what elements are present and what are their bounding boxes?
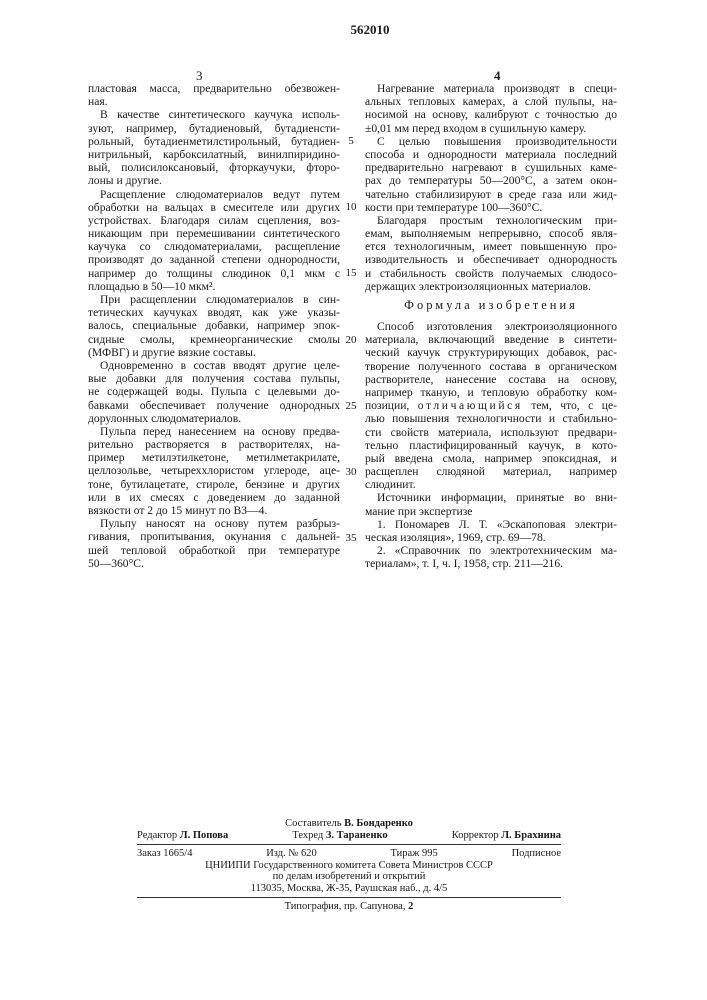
line-number: 15	[343, 267, 359, 279]
text-line: держащих электроизоляционных материалов.	[365, 280, 617, 293]
text-line: и стабильность свойств получаемых слюдосо-	[365, 267, 617, 280]
printing-number: 2	[408, 901, 413, 912]
paragraph	[365, 135, 617, 214]
paragraph	[88, 108, 340, 187]
text-line: изводительность и обеспечивает однородность	[365, 253, 617, 266]
text-line: гивания, пропитывания, окунания с дальней-	[88, 530, 340, 543]
text-line: 2. «Справочник по электротехническим ма-	[365, 544, 617, 557]
techred-name: З. Тараненко	[326, 830, 388, 841]
line-number: 25	[343, 400, 359, 412]
text-line: При расщеплении слюдоматериалов в син-	[88, 293, 340, 306]
left-column	[88, 82, 340, 570]
text-line: каучука со слюдоматериалами, расщепление	[88, 240, 340, 253]
colophon	[137, 818, 561, 913]
paragraph	[88, 517, 340, 570]
compiler-line	[137, 818, 561, 830]
paragraph	[88, 188, 340, 294]
text-line: не содержащей воды. Пульпа с целевыми до-	[88, 385, 340, 398]
compiler-label: Составитель	[285, 818, 341, 829]
paragraph	[365, 518, 617, 544]
text-line: сидные смолы, кремнеорганические смолы	[88, 333, 340, 346]
text-line: Способ изготовления электроизоляционного	[365, 320, 617, 333]
corrector-name: Л. Брахнина	[501, 830, 561, 841]
text-line: ±0,01 мм перед входом в сушильную камеру.	[365, 122, 617, 135]
text-line: 50—360°С.	[88, 557, 340, 570]
text-line: материала, включающий введение в синтети-	[365, 333, 617, 346]
text-line: Источники информации, принятые во вни-	[365, 491, 617, 504]
text-line: валось, специальные добавки, например эпок-	[88, 319, 340, 332]
text-line: площадью в 50—10 мкм².	[88, 280, 340, 293]
order-number: Заказ 1665/4	[137, 848, 192, 860]
text-line: тетических каучуках вводят, как уже указы-	[88, 306, 340, 319]
text-line: творение полученного состава в органическом	[365, 360, 617, 373]
editor-name: Л. Попова	[180, 830, 228, 841]
divider	[137, 844, 561, 845]
subscription: Подписное	[512, 848, 561, 860]
paragraph	[365, 320, 617, 491]
paragraph	[88, 293, 340, 359]
text-line: сти свойств материала, используют предвари-	[365, 426, 617, 439]
text-line: дорулонных слюдоматериалов.	[88, 412, 340, 425]
text-segment: позиции,	[365, 399, 418, 412]
text-line: пластовая масса, предварительно обезвожен-	[88, 82, 340, 95]
text-line: предварительно нагревают в сушильных каме-	[365, 161, 617, 174]
text-line: емам, выполняемым непрерывно, способ явля-	[365, 227, 617, 240]
line-number: 5	[343, 135, 359, 147]
org-line: по делам изобретений и открытий	[137, 871, 561, 883]
text-line: вязкости от 2 до 15 минут по ВЗ—4.	[88, 504, 340, 517]
text-line: или в их смесях с доведением до заданной	[88, 491, 340, 504]
circulation: Тираж 995	[391, 848, 438, 860]
editor-label: Редактор	[137, 830, 177, 841]
order-row	[137, 848, 561, 860]
text-line: рый введена смола, например эпоксидная, и	[365, 452, 617, 465]
text-line: териалам», т. I, ч. I, 1958, стр. 211—216.	[365, 557, 617, 570]
text-line: ческий каучук структурирующих добавок, рас-	[365, 346, 617, 359]
text-line: например тканую, и тепловую обработку ком-	[365, 386, 617, 399]
paragraph	[365, 491, 617, 517]
text-line: способа и однородности материала последний	[365, 148, 617, 161]
text-line: производят до заданной степени однородности,	[88, 253, 340, 266]
text-line: растворителе, нанесение состава на основу,	[365, 373, 617, 386]
text-line: расщеплен слюдяной материал, например	[365, 465, 617, 478]
text-line	[365, 399, 617, 412]
text-line: например до толщины слюдинок 0,1 мкм с	[88, 267, 340, 280]
corrector	[452, 830, 561, 842]
text-line: рительно растворяется в растворителях, на-	[88, 438, 340, 451]
text-line: С целью повышения производительности	[365, 135, 617, 148]
paragraph	[365, 82, 617, 135]
text-line: целлозольве, четыреххлористом углероде, аце-	[88, 464, 340, 477]
section-heading: Формула изобретения	[365, 299, 617, 313]
text-line: мание при экспертизе	[365, 505, 617, 518]
techred	[292, 830, 387, 842]
text-line: Расщепление слюдоматериалов ведут путем	[88, 188, 340, 201]
text-line: лоны и другие.	[88, 174, 340, 187]
staff-row	[137, 830, 561, 842]
text-line: вый, полисилоксановый, фторкаучуки, фторо-	[88, 161, 340, 174]
text-line: Одновременно в состав вводят другие целе-	[88, 359, 340, 372]
text-line: (МФВГ) и другие вязкие составы.	[88, 346, 340, 359]
text-line: пример метилэтилкетоне, метилметакрилате,	[88, 451, 340, 464]
text-line: ется технологичным, имеет повышенную про-	[365, 240, 617, 253]
text-line: бавками обеспечивает получение однородных	[88, 399, 340, 412]
org-address: 113035, Москва, Ж-35, Раушская наб., д. 4/5	[137, 883, 561, 895]
paragraph	[88, 359, 340, 425]
text-line: тельно пластифицированный каучук, в кото-	[365, 439, 617, 452]
text-line: ная.	[88, 95, 340, 108]
text-line: В качестве синтетического каучука исполь-	[88, 108, 340, 121]
paragraph	[365, 544, 617, 570]
line-number: 30	[343, 466, 359, 478]
text-line: Благодаря простым технологическим при-	[365, 214, 617, 227]
page-number-right: 4	[494, 68, 501, 84]
text-line: 1. Пономарев Л. Т. «Эскапоповая электри-	[365, 518, 617, 531]
text-line: альных тепловых камерах, а слой пульпы, на-	[365, 95, 617, 108]
right-column	[365, 82, 617, 571]
compiler-name: В. Бондаренко	[344, 818, 413, 829]
emphasized-term: отличающийся	[418, 399, 523, 412]
text-line: Нагревание материала производят в специ-	[365, 82, 617, 95]
text-line: рах до температуры 50—200°С, а затем окон-	[365, 174, 617, 187]
edition-number: Изд. № 620	[266, 848, 317, 860]
text-line: Пульпу наносят на основу путем разбрыз-	[88, 517, 340, 530]
line-number: 10	[343, 201, 359, 213]
page-number-left: 3	[196, 68, 203, 84]
corrector-label: Корректор	[452, 830, 499, 841]
printing-line	[137, 901, 561, 913]
text-line: чательно стабилизируют в среде газа или жид-	[365, 188, 617, 201]
text-line: обработки на вальцах в смесителе или других	[88, 201, 340, 214]
line-number: 20	[343, 334, 359, 346]
patent-number: 562010	[340, 22, 400, 38]
divider	[137, 897, 561, 898]
editor	[137, 830, 228, 842]
text-line: шей тепловой обработкой при температуре	[88, 544, 340, 557]
paragraph	[88, 425, 340, 517]
text-line: нитрильный, карбоксилатный, винилпиридино-	[88, 148, 340, 161]
text-line: рольный, бутадиенметилстирольный, бутадиен-	[88, 135, 340, 148]
line-number: 35	[343, 532, 359, 544]
text-line: лью повышения технологичности и стабильно-	[365, 412, 617, 425]
text-line: тоне, бутилацетате, стироле, бензине и других	[88, 478, 340, 491]
text-line: слюдинит.	[365, 478, 617, 491]
text-line: вые добавки для получения состава пульпы,	[88, 372, 340, 385]
text-segment: тем, что, с це-	[523, 399, 617, 412]
text-line: кости при температуре 100—360°С.	[365, 201, 617, 214]
paragraph	[88, 82, 340, 108]
text-line: никающим при перемешивании синтетического	[88, 227, 340, 240]
paragraph	[365, 214, 617, 293]
text-line: ческая изоляция», 1969, стр. 69—78.	[365, 531, 617, 544]
text-line: зуют, например, бутадиеновый, бутадиенсти-	[88, 122, 340, 135]
text-line: устройствах. Благодаря силам сцепления, воз-	[88, 214, 340, 227]
text-line: носимой на основу, калибруют с точностью до	[365, 108, 617, 121]
printing-label: Типография, пр. Сапунова,	[285, 901, 406, 912]
text-line: Пульпа перед нанесением на основу предва-	[88, 425, 340, 438]
org-line: ЦНИИПИ Государственного комитета Совета Министров СССР	[137, 860, 561, 872]
techred-label: Техред	[292, 830, 323, 841]
